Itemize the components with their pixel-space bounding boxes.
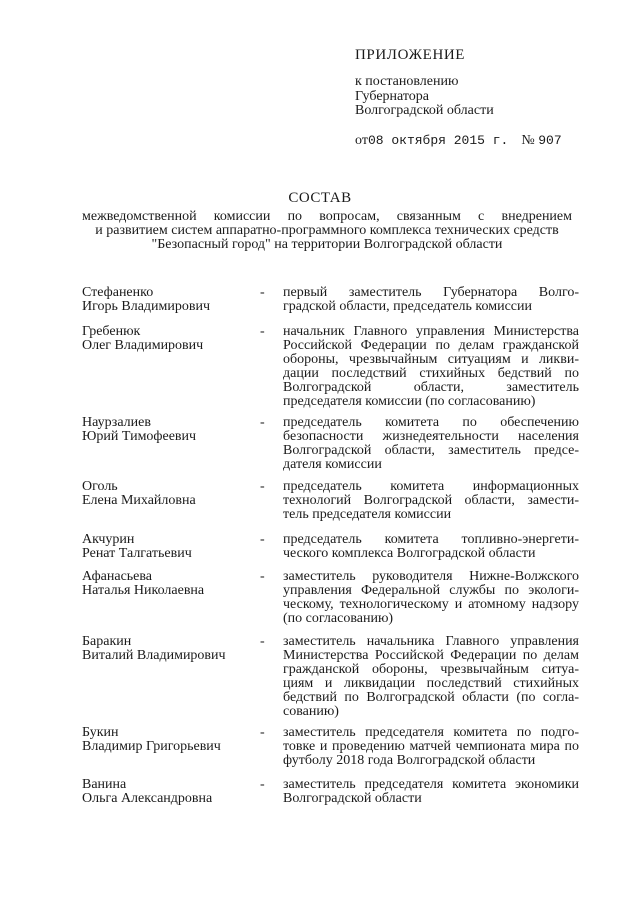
decree-number: 907 <box>538 132 562 148</box>
commission-description <box>82 210 572 252</box>
member-role: председатель комитета информационных технологий Волгоградской области, замести- тель председателя комиссии <box>283 479 579 522</box>
member-role: председатель комитета по обеспечению безопасности жизнедеятельности населения Волгоградской области, заместитель предсе- дателя комиссии <box>283 415 579 472</box>
appendix-title: ПРИЛОЖЕНИЕ <box>355 47 466 63</box>
member-role: заместитель начальника Главного управления Министерства Российской Федерации по делам гражданской обороны, чрезвычайным ситуа- циям и ликвидации последствий стихийных бедствий по Волгоградской области (по согла- сованию) <box>283 634 579 719</box>
member-surname: Ванина <box>82 777 127 792</box>
member-surname: Букин <box>82 725 119 740</box>
member-name <box>82 480 257 508</box>
number-sign: № <box>521 132 535 148</box>
member-role: начальник Главного управления Министерства Российской Федерации по делам гражданской обороны, чрезвычайным ситуациям и ликви- дации последствий стихийных бедствий по Волгоградской области, заместитель председателя комиссии (по согласованию) <box>283 324 579 409</box>
dash-separator: - <box>260 532 265 547</box>
member-surname: Афанасьева <box>82 569 153 584</box>
member-role: председатель комитета топливно-энергети- ческого комплекса Волгоградской области <box>283 532 579 561</box>
dash-separator: - <box>260 777 265 792</box>
dash-separator: - <box>260 634 265 649</box>
decree-date: 08 октября 2015 г. <box>367 132 509 148</box>
appendix-line: к постановлению <box>355 74 459 89</box>
member-role: первый заместитель Губернатора Волго- градской области, председатель комиссии <box>283 285 579 314</box>
dash-separator: - <box>260 415 265 430</box>
member-surname: Стефаненко <box>82 285 154 300</box>
member-role: заместитель руководителя Нижне-Волжского управления Федеральной службы по экологи- ческому, технологическому и атомному надзору (по согласованию) <box>283 569 579 626</box>
member-given-names: Владимир Григорьевич <box>82 739 221 754</box>
member-role: заместитель председателя комитета по подго- товке и проведению матчей чемпионата мира по футболу 2018 года Волгоградской области <box>283 725 579 768</box>
member-name <box>82 778 257 806</box>
description-line: межведомственной комиссии по вопросам, связанным с внедрением <box>82 209 572 224</box>
description-line: "Безопасный город" на территории Волгоградской области <box>151 237 503 252</box>
appendix-line: Губернатора <box>355 88 430 104</box>
description-line: и развитием систем аппаратно-программного комплекса технических средств <box>95 223 559 238</box>
member-surname: Оголь <box>82 479 118 494</box>
dash-separator: - <box>260 569 265 584</box>
member-name <box>82 726 257 754</box>
member-given-names: Ренат Талгатьевич <box>82 546 192 561</box>
member-surname: Акчурин <box>82 532 135 547</box>
appendix-reference <box>355 75 615 119</box>
member-given-names: Юрий Тимофеевич <box>82 429 197 444</box>
member-given-names: Елена Михайловна <box>82 493 196 508</box>
dash-separator: - <box>260 285 265 300</box>
dash-separator: - <box>260 725 265 740</box>
appendix-block <box>355 46 615 149</box>
member-role: заместитель председателя комитета экономики Волгоградской области <box>283 777 579 806</box>
dash-separator: - <box>260 479 265 494</box>
member-surname: Наурзалиев <box>82 415 151 430</box>
member-given-names: Ольга Александровна <box>82 791 213 806</box>
member-given-names: Наталья Николаевна <box>82 583 205 598</box>
date-prefix: от <box>355 132 368 148</box>
member-given-names: Олег Владимирович <box>82 338 204 353</box>
member-given-names: Игорь Владимирович <box>82 299 211 314</box>
document-heading: СОСТАВ <box>288 190 352 206</box>
dash-separator: - <box>260 324 265 339</box>
member-surname: Гребенюк <box>82 324 141 339</box>
decree-date-line <box>355 133 615 149</box>
member-name <box>82 635 257 663</box>
member-surname: Баракин <box>82 634 132 649</box>
member-given-names: Виталий Владимирович <box>82 648 226 663</box>
member-name <box>82 286 257 314</box>
member-name <box>82 570 257 598</box>
member-name <box>82 325 257 353</box>
member-name <box>82 416 257 444</box>
appendix-line: Волгоградской области <box>355 103 494 118</box>
member-name <box>82 533 257 561</box>
